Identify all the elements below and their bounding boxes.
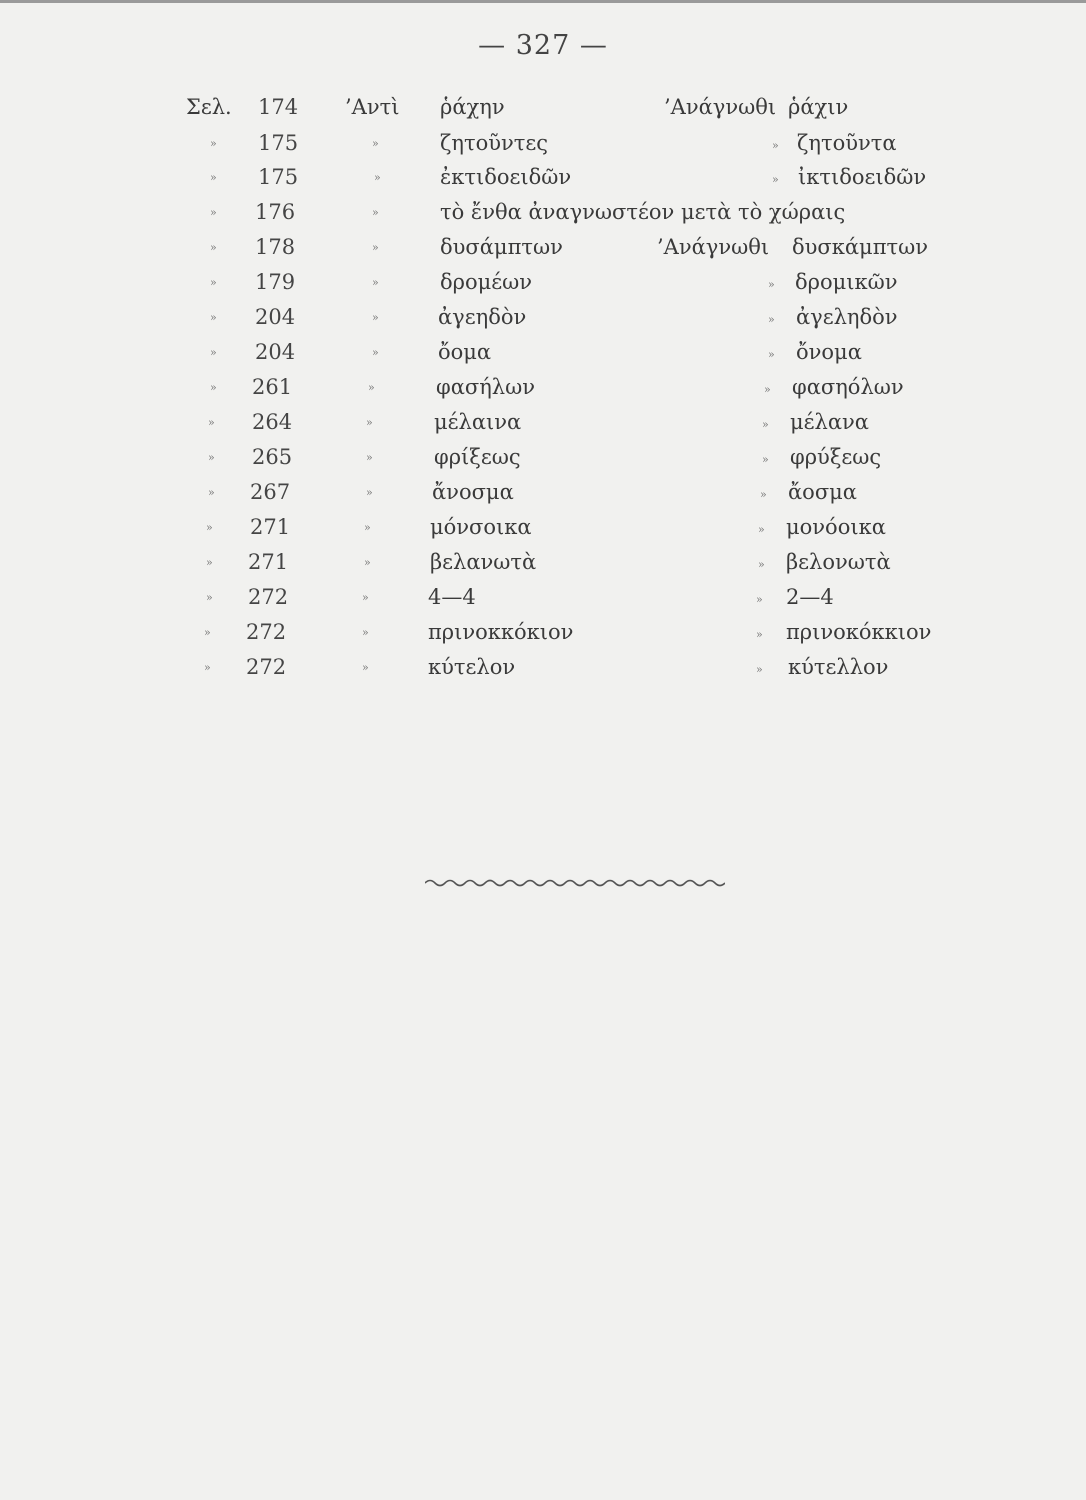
correct-reading: μέλανα xyxy=(790,410,869,434)
correction-note: τὸ ἔνθα ἀναγνωστέον μετὰ τὸ χώραις xyxy=(440,200,846,224)
ditto-mark: » xyxy=(374,171,381,184)
wrong-reading: 4—4 xyxy=(428,585,476,609)
ditto-mark: » xyxy=(204,661,211,674)
read-label: ’Ανάγνωθι xyxy=(657,235,770,259)
page-ref: 176 xyxy=(255,200,296,224)
ditto-mark: » xyxy=(204,626,211,639)
errata-row xyxy=(0,515,1086,549)
ditto-mark: » xyxy=(210,171,217,184)
errata-row xyxy=(0,235,1086,269)
ditto-mark: » xyxy=(366,486,373,499)
wrong-reading: ζητοῦντες xyxy=(440,131,549,155)
correct-reading: δυσκάμπτων xyxy=(792,235,929,259)
correct-reading: βελονωτὰ xyxy=(786,550,891,574)
page-ref: 272 xyxy=(248,585,289,609)
wrong-reading: μέλαινα xyxy=(434,410,522,434)
read-label: ’Ανάγνωθι xyxy=(664,95,777,119)
errata-row xyxy=(0,95,1086,129)
errata-row xyxy=(0,375,1086,409)
wrong-reading: φασήλων xyxy=(436,375,536,399)
ditto-mark: » xyxy=(362,661,369,674)
ditto-mark: » xyxy=(210,381,217,394)
errata-row xyxy=(0,585,1086,619)
ditto-mark: » xyxy=(772,139,779,152)
errata-row xyxy=(0,550,1086,584)
wavy-separator xyxy=(425,876,725,890)
wrong-reading: ὄομα xyxy=(438,340,492,364)
ditto-mark: » xyxy=(764,383,771,396)
wrong-reading: βελανωτὰ xyxy=(430,550,537,574)
ditto-mark: » xyxy=(756,628,763,641)
ditto-mark: » xyxy=(758,558,765,571)
ditto-mark: » xyxy=(208,416,215,429)
ditto-mark: » xyxy=(210,241,217,254)
instead-label: ’Αντὶ xyxy=(345,95,400,119)
ditto-mark: » xyxy=(372,137,379,150)
errata-row xyxy=(0,410,1086,444)
correct-reading: φασηόλων xyxy=(792,375,904,399)
wrong-reading: μόνσοικα xyxy=(430,515,532,539)
page-ref: 261 xyxy=(252,375,293,399)
ditto-mark: » xyxy=(772,173,779,186)
errata-row xyxy=(0,655,1086,689)
correct-reading: πρινοκόκκιον xyxy=(786,620,932,644)
errata-row xyxy=(0,620,1086,654)
page-ref: 174 xyxy=(258,95,299,119)
wrong-reading: ἄνοσμα xyxy=(432,480,514,504)
page-ref: 204 xyxy=(255,305,296,329)
ditto-mark: » xyxy=(768,348,775,361)
ditto-mark: » xyxy=(372,311,379,324)
ditto-mark: » xyxy=(372,206,379,219)
ditto-mark: » xyxy=(368,381,375,394)
page-label: Σελ. xyxy=(186,95,232,119)
errata-row xyxy=(0,445,1086,479)
ditto-mark: » xyxy=(762,418,769,431)
ditto-mark: » xyxy=(362,591,369,604)
correct-reading: φρύξεως xyxy=(790,445,882,469)
ditto-mark: » xyxy=(362,626,369,639)
ditto-mark: » xyxy=(366,451,373,464)
top-border xyxy=(0,0,1086,3)
wrong-reading: πρινοκκόκιον xyxy=(428,620,574,644)
page-ref: 204 xyxy=(255,340,296,364)
page-ref: 175 xyxy=(258,131,299,155)
ditto-mark: » xyxy=(208,451,215,464)
errata-row xyxy=(0,270,1086,304)
ditto-mark: » xyxy=(364,556,371,569)
ditto-mark: » xyxy=(210,346,217,359)
ditto-mark: » xyxy=(372,241,379,254)
correct-reading: ζητοῦντα xyxy=(797,131,897,155)
errata-row xyxy=(0,200,1086,234)
page-number: — 327 — xyxy=(478,30,608,61)
page-ref: 179 xyxy=(255,270,296,294)
errata-row xyxy=(0,340,1086,374)
correct-reading: δρομικῶν xyxy=(795,270,898,294)
page-ref: 271 xyxy=(248,550,289,574)
ditto-mark: » xyxy=(206,521,213,534)
ditto-mark: » xyxy=(210,206,217,219)
errata-row xyxy=(0,480,1086,514)
page-ref: 175 xyxy=(258,165,299,189)
ditto-mark: » xyxy=(366,416,373,429)
ditto-mark: » xyxy=(758,523,765,536)
wrong-reading: ἀγεηδὸν xyxy=(438,305,527,329)
ditto-mark: » xyxy=(210,311,217,324)
ditto-mark: » xyxy=(210,276,217,289)
ditto-mark: » xyxy=(768,313,775,326)
page-ref: 267 xyxy=(250,480,291,504)
ditto-mark: » xyxy=(206,591,213,604)
correct-reading: ὄνομα xyxy=(796,340,862,364)
correct-reading: μονόοικα xyxy=(786,515,886,539)
page-ref: 178 xyxy=(255,235,296,259)
correct-reading: ῥάχιν xyxy=(788,95,849,119)
correct-reading: 2—4 xyxy=(786,585,834,609)
ditto-mark: » xyxy=(768,278,775,291)
ditto-mark: » xyxy=(208,486,215,499)
wrong-reading: δρομέων xyxy=(440,270,533,294)
page-ref: 265 xyxy=(252,445,293,469)
ditto-mark: » xyxy=(756,593,763,606)
correct-reading: ἰκτιδοειδῶν xyxy=(798,165,927,189)
ditto-mark: » xyxy=(210,137,217,150)
page-ref: 272 xyxy=(246,620,287,644)
page-ref: 264 xyxy=(252,410,293,434)
ditto-mark: » xyxy=(206,556,213,569)
page-ref: 271 xyxy=(250,515,291,539)
correct-reading: ἀγεληδὸν xyxy=(796,305,898,329)
correct-reading: ἄοσμα xyxy=(788,480,857,504)
ditto-mark: » xyxy=(372,346,379,359)
ditto-mark: » xyxy=(756,663,763,676)
ditto-mark: » xyxy=(364,521,371,534)
wrong-reading: ῥάχην xyxy=(440,95,505,119)
wrong-reading: δυσάμπτων xyxy=(440,235,563,259)
wrong-reading: ἐκτιδοειδῶν xyxy=(440,165,572,189)
correct-reading: κύτελλον xyxy=(788,655,889,679)
wrong-reading: φρίξεως xyxy=(434,445,521,469)
errata-row xyxy=(0,305,1086,339)
ditto-mark: » xyxy=(760,488,767,501)
ditto-mark: » xyxy=(372,276,379,289)
ditto-mark: » xyxy=(762,453,769,466)
errata-row xyxy=(0,131,1086,165)
errata-row xyxy=(0,165,1086,199)
wrong-reading: κύτελον xyxy=(428,655,516,679)
page-ref: 272 xyxy=(246,655,287,679)
